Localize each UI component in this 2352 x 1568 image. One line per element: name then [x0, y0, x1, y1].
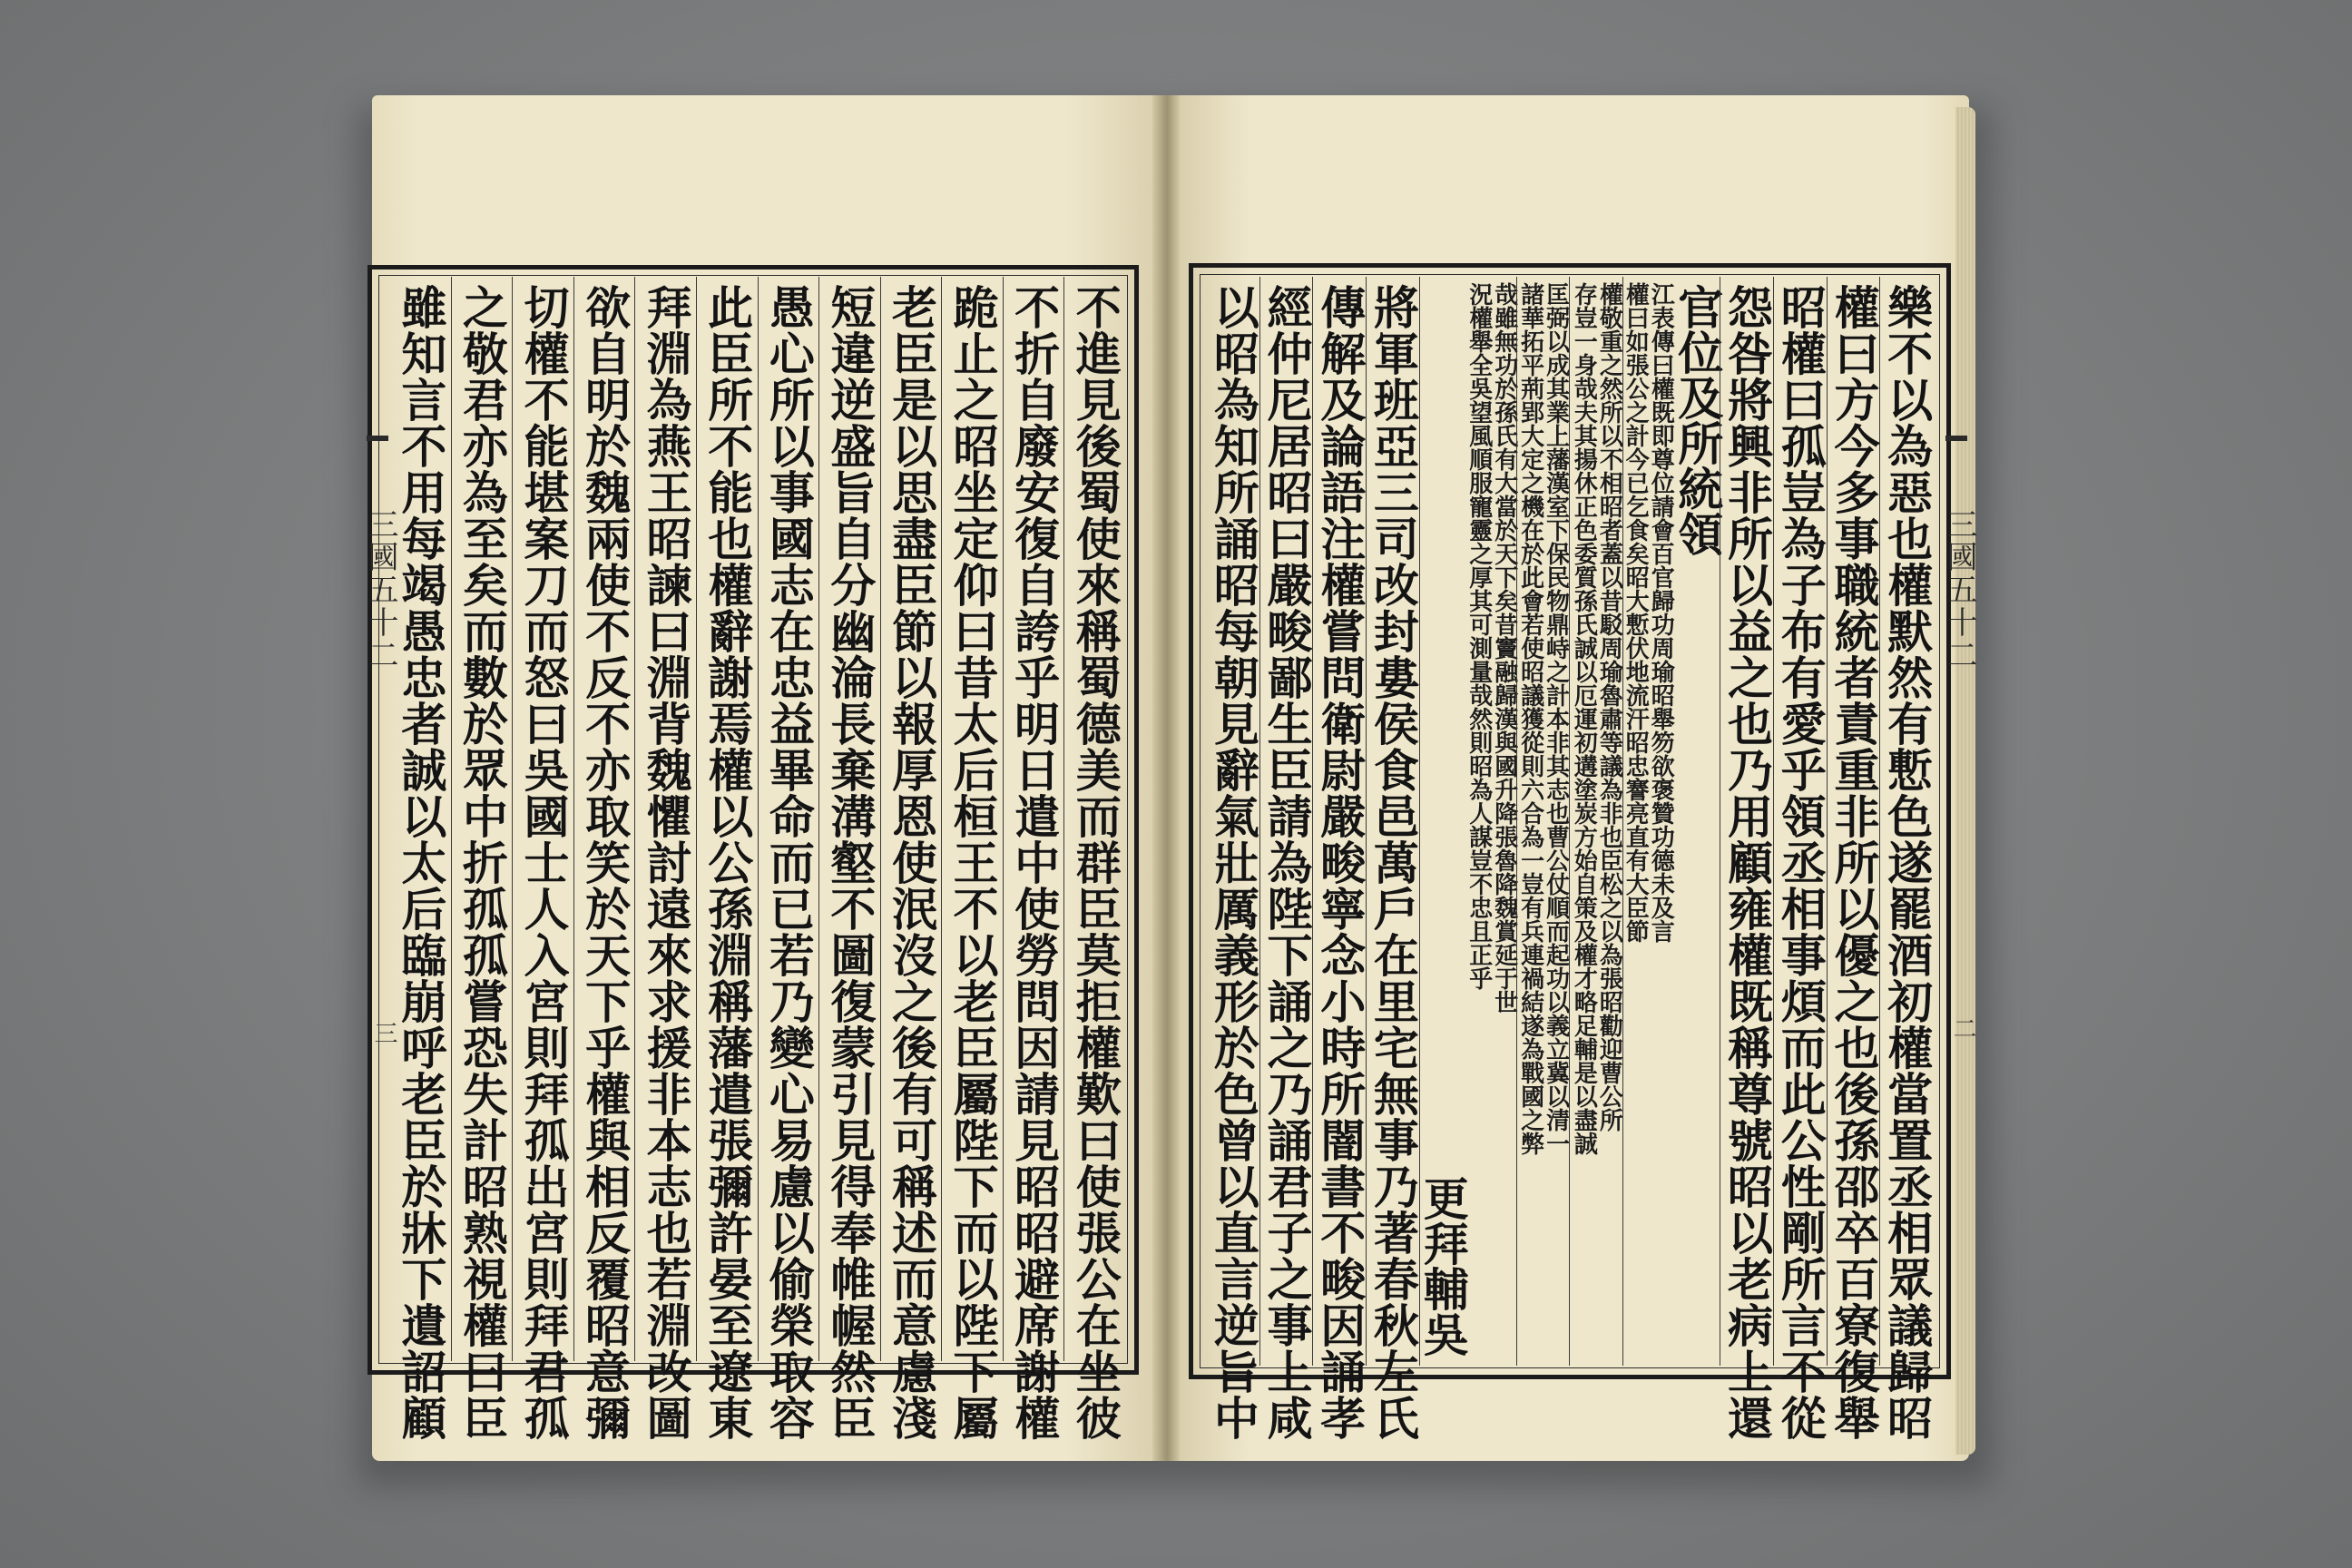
text-column — [1720, 277, 1775, 1441]
text-column — [1879, 277, 1935, 1441]
text-column — [451, 277, 513, 1441]
text-column — [512, 277, 573, 1441]
column-text: 樂不以為惡也權默然有慙色遂罷酒初權當置丞相眾議歸昭 — [1880, 284, 1935, 1441]
column-text: 短違逆盛旨自分幽淪長棄溝壑不圖復蒙引見得奉帷幄然臣 — [823, 284, 877, 1441]
column-text: 老臣是以思盡臣節以報厚恩使泯沒之後有可稱述而意慮淺 — [884, 284, 938, 1441]
column-text: 跪止之昭坐定仰曰昔太后桓王不以老臣屬陛下而以陛下屬 — [946, 284, 1000, 1441]
text-column — [818, 277, 880, 1441]
commentary-right-line: 江表傳曰權既即尊位請會百官歸功周瑜昭舉笏欲褒贊功德未及言 — [1647, 282, 1675, 943]
text-column — [758, 277, 819, 1441]
text-column — [1259, 277, 1314, 1441]
text-column — [880, 277, 942, 1441]
column-text: 怨咎將興非所以益之也乃用顧雍權既稱尊號昭以老病上還 — [1720, 284, 1775, 1441]
column-text: 切權不能堪案刀而怒曰吳國士人入宮則拜孤出宮則拜君孤 — [516, 284, 571, 1441]
commentary-left-line: 存豈一身哉夫其揚休正色委質孫氏誠以厄運初遘塗炭方始自策及權才略足輔是以盡誠 — [1570, 282, 1598, 1155]
column-text: 不折自廢安復自誇乎明日遣中使勞問因請見昭昭避席謝權 — [1007, 284, 1062, 1441]
text-column — [1003, 277, 1064, 1441]
column-lead-text: 官位及所統領 — [1671, 284, 1725, 556]
column-text: 昭權曰孤豈為子布有愛乎領丞相事煩而此公性剛所言不從 — [1773, 284, 1828, 1441]
column-text: 經仲尼居昭曰嚴畯鄙生臣請為陛下誦之乃誦君子之事上咸 — [1259, 284, 1314, 1441]
text-column — [1063, 277, 1125, 1441]
column-text: 傳解及論語注權嘗問衛尉嚴畯寧念小時所闇書不畯因誦孝 — [1313, 284, 1367, 1441]
commentary-column — [1516, 277, 1570, 1366]
column-text: 不進見後蜀使來稱蜀德美而群臣莫拒權歎曰使張公在坐彼 — [1068, 284, 1122, 1441]
left-page-folio: 三 — [370, 1021, 397, 1044]
commentary-right-line: 權敬重之然所以不相昭者蓋以昔駁周瑜魯肅等議為非也臣松之以為張昭勸迎曹公所 — [1595, 282, 1623, 1132]
column-tail-text: 更拜輔吳 — [1416, 1175, 1470, 1357]
text-column — [1773, 277, 1828, 1441]
column-text: 欲自明於魏兩使不反不亦取笑於天下乎權與相反覆昭意彌 — [578, 284, 632, 1441]
commentary-left-line: 諸華拓平荊郢大定之機在於此會若使昭議獲從則六合為一豈有兵連禍結遂為戰國之弊 — [1516, 282, 1544, 1155]
book-gutter — [1152, 95, 1180, 1461]
column-text: 此臣所不能也權辭謝焉權以公孫淵稱藩遣張彌許晏至遼東 — [701, 284, 755, 1441]
right-page-banxin: 三國五十二 — [1941, 508, 1977, 671]
text-column — [1366, 277, 1420, 1441]
column-text: 雖知言不用每竭愚忠者誠以太后臨崩呼老臣於牀下遺詔顧 — [394, 284, 448, 1441]
column-text: 之敬君亦為至矣而數於眾中折孤孤嘗恐失計昭熟視權曰臣 — [455, 284, 509, 1441]
left-page-banxin: 三國五十二 — [362, 508, 398, 671]
commentary-left-line: 況權舉全吳望風順服寵靈之厚其可測量哉然則昭為人謀豈不忠且正乎 — [1465, 282, 1493, 990]
text-column — [696, 277, 758, 1441]
text-column — [1827, 277, 1881, 1441]
commentary-column — [1569, 277, 1622, 1366]
column-text: 以昭為知所誦昭每朝見辭氣壯厲義形於色曾以直言逆旨中 — [1206, 284, 1260, 1441]
column-text: 拜淵為燕王昭諫曰淵背魏懼討遠來求援非本志也若淵改圖 — [639, 284, 693, 1441]
page-edges — [1955, 107, 1975, 1455]
column-text: 權曰方今多事職統者責重非所以優之也後孫邵卒百寮復舉 — [1827, 284, 1881, 1441]
text-column — [573, 277, 635, 1441]
commentary-left-line: 權曰如張公之計今已乞食矣昭大慙伏地流汗昭忠謇亮直有大臣節 — [1622, 282, 1650, 943]
right-page-folio: 二 — [1949, 1016, 1976, 1040]
text-column — [390, 277, 451, 1441]
column-text: 愚心所以事國志在忠益畢命而已若乃變心易慮以偷榮取容 — [761, 284, 816, 1441]
text-column — [1312, 277, 1367, 1441]
commentary-right-line: 匡弼以成其業上藩漢室下保民物鼎峙之計本非其志也曹公仗順而起功以義立冀以清一 — [1542, 282, 1570, 1155]
right-page-text — [1206, 277, 1935, 1441]
text-column — [941, 277, 1003, 1441]
commentary-column — [1416, 277, 1518, 1366]
column-text: 將軍班亞三司改封婁侯食邑萬戶在里宅無事乃著春秋左氏 — [1366, 284, 1420, 1441]
left-page-text — [390, 277, 1125, 1441]
left-fish-tail-mark — [367, 436, 388, 441]
annotated-column — [1622, 277, 1725, 1366]
commentary-right-line: 哉雖無功於孫氏有大當於天下矣昔竇融歸漢與國升降張魯降魏賞延于世 — [1490, 282, 1518, 1014]
text-column — [1206, 277, 1260, 1441]
right-fish-tail-mark — [1945, 436, 1967, 441]
text-column — [634, 277, 696, 1441]
